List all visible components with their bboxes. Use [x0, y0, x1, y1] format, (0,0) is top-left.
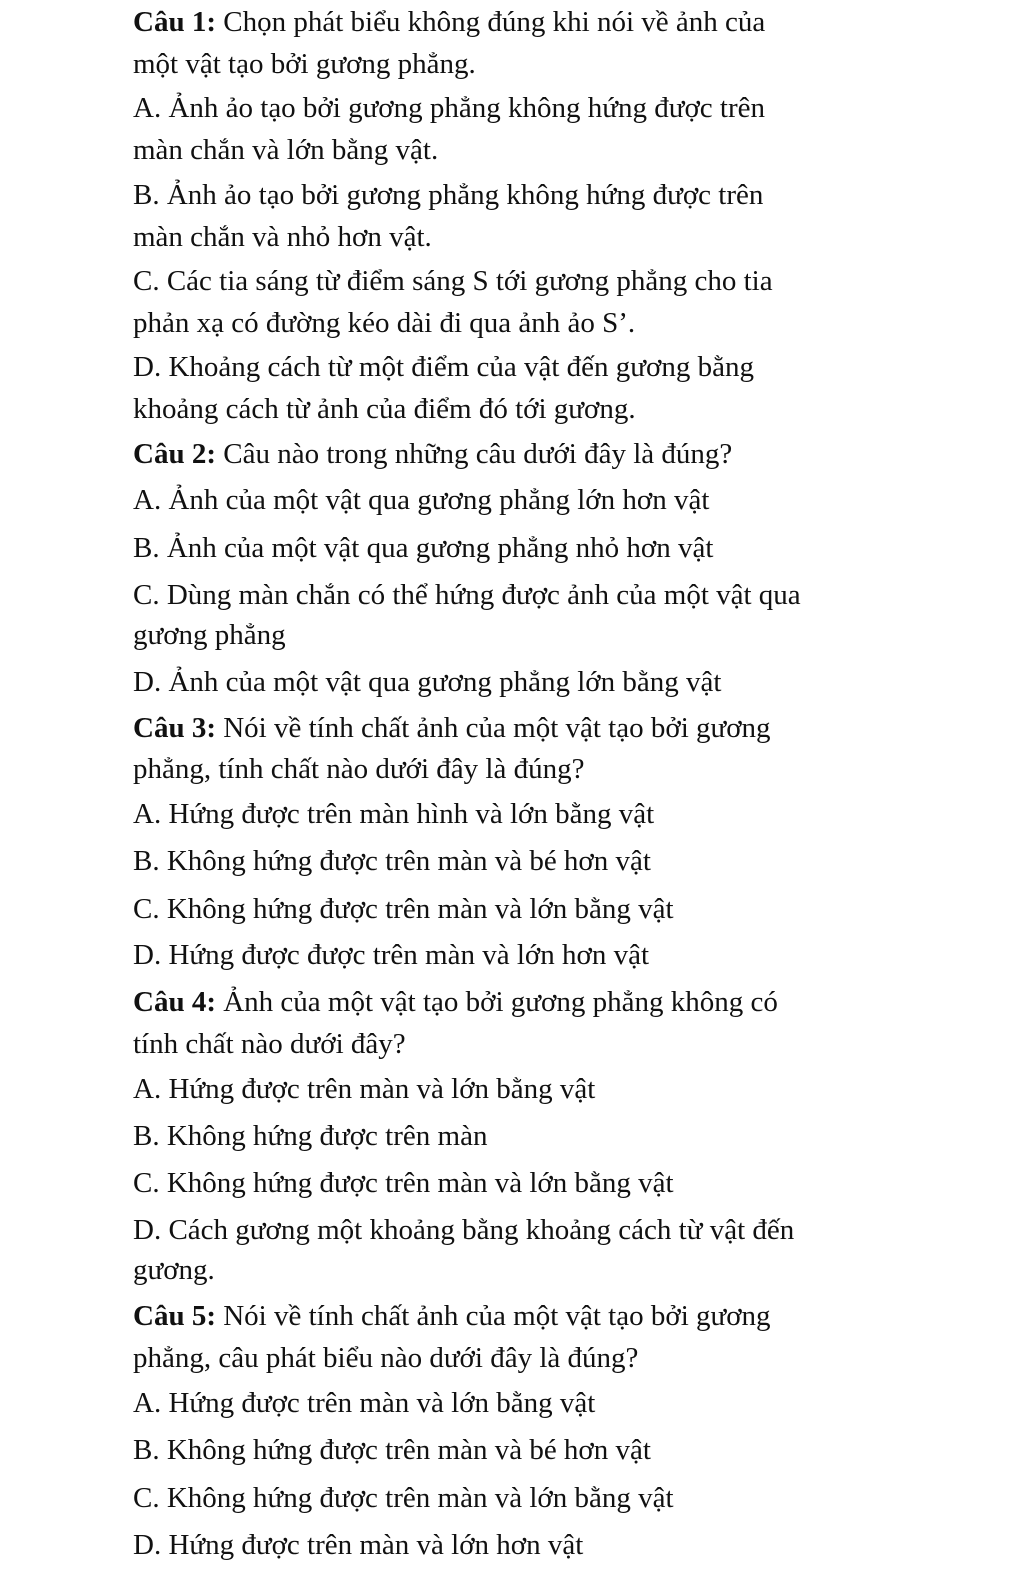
question-4-option-d-line-2: gương.: [133, 1254, 215, 1286]
question-3-stem-line-2: phẳng, tính chất nào dưới đây là đúng?: [133, 753, 585, 785]
question-2-option-a: A. Ảnh của một vật qua gương phẳng lớn hơn vật: [133, 484, 710, 516]
question-2-stem-line-1: [133, 436, 732, 472]
question-4-stem-line-1: [133, 984, 778, 1020]
question-4-option-d-line-1: D. Cách gương một khoảng bằng khoảng cách từ vật đến: [133, 1214, 795, 1246]
question-1-option-c-line-2: phản xạ có đường kéo dài đi qua ảnh ảo S’.: [133, 307, 636, 339]
question-3-option-c: C. Không hứng được trên màn và lớn bằng vật: [133, 893, 674, 925]
question-2-label: Câu 2:: [133, 438, 216, 470]
question-5-stem-text-1: Nói về tính chất ảnh của một vật tạo bởi gương: [215, 1300, 771, 1332]
question-5-option-d: D. Hứng được trên màn và lớn hơn vật: [133, 1529, 584, 1561]
question-4-option-b: B. Không hứng được trên màn: [133, 1120, 488, 1152]
question-4-label: Câu 4:: [133, 986, 216, 1018]
question-2-stem-text-1: Câu nào trong những câu dưới đây là đúng?: [215, 438, 733, 470]
question-1-option-d-line-2: khoảng cách từ ảnh của điểm đó tới gương.: [133, 393, 636, 425]
question-2-option-c-line-1: C. Dùng màn chắn có thể hứng được ảnh của một vật qua: [133, 579, 801, 611]
question-3-stem-line-1: [133, 710, 771, 746]
question-3-option-d: D. Hứng được được trên màn và lớn hơn vật: [133, 939, 649, 971]
question-1-stem-line-2: một vật tạo bởi gương phẳng.: [133, 48, 476, 80]
question-1-option-c-line-1: C. Các tia sáng từ điểm sáng S tới gương phẳng cho tia: [133, 265, 773, 297]
question-1-option-d-line-1: D. Khoảng cách từ một điểm của vật đến gương bằng: [133, 351, 754, 383]
question-3-option-b: B. Không hứng được trên màn và bé hơn vật: [133, 845, 651, 877]
question-1-option-a-line-1: A. Ảnh ảo tạo bởi gương phẳng không hứng được trên: [133, 92, 765, 124]
question-1-stem-text-1: Chọn phát biểu không đúng khi nói về ảnh của: [215, 6, 766, 38]
question-1-option-b-line-2: màn chắn và nhỏ hơn vật.: [133, 221, 432, 253]
question-2-option-c-line-2: gương phẳng: [133, 619, 286, 651]
question-5-option-b: B. Không hứng được trên màn và bé hơn vật: [133, 1434, 651, 1466]
question-5-stem-line-2: phẳng, câu phát biểu nào dưới đây là đúng?: [133, 1342, 639, 1374]
question-1-stem-line-1: [133, 4, 765, 40]
question-1-option-b-line-1: B. Ảnh ảo tạo bởi gương phẳng không hứng được trên: [133, 179, 764, 211]
question-5-option-a: A. Hứng được trên màn và lớn bằng vật: [133, 1387, 596, 1419]
question-4-option-c: C. Không hứng được trên màn và lớn bằng vật: [133, 1167, 674, 1199]
question-3-stem-text-1: Nói về tính chất ảnh của một vật tạo bởi gương: [215, 712, 771, 744]
question-5-label: Câu 5:: [133, 1300, 216, 1332]
question-2-option-b: B. Ảnh của một vật qua gương phẳng nhỏ hơn vật: [133, 532, 714, 564]
question-3-option-a: A. Hứng được trên màn hình và lớn bằng vật: [133, 798, 655, 830]
question-4-option-a: A. Hứng được trên màn và lớn bằng vật: [133, 1073, 596, 1105]
question-1-option-a-line-2: màn chắn và lớn bằng vật.: [133, 134, 439, 166]
question-5-stem-line-1: [133, 1298, 771, 1334]
question-2-option-d: D. Ảnh của một vật qua gương phẳng lớn bằng vật: [133, 666, 722, 698]
question-1-label: Câu 1:: [133, 6, 216, 38]
question-5-option-c: C. Không hứng được trên màn và lớn bằng vật: [133, 1482, 674, 1514]
question-4-stem-line-2: tính chất nào dưới đây?: [133, 1028, 406, 1060]
question-4-stem-text-1: Ảnh của một vật tạo bởi gương phẳng không có: [215, 986, 778, 1018]
question-3-label: Câu 3:: [133, 712, 216, 744]
